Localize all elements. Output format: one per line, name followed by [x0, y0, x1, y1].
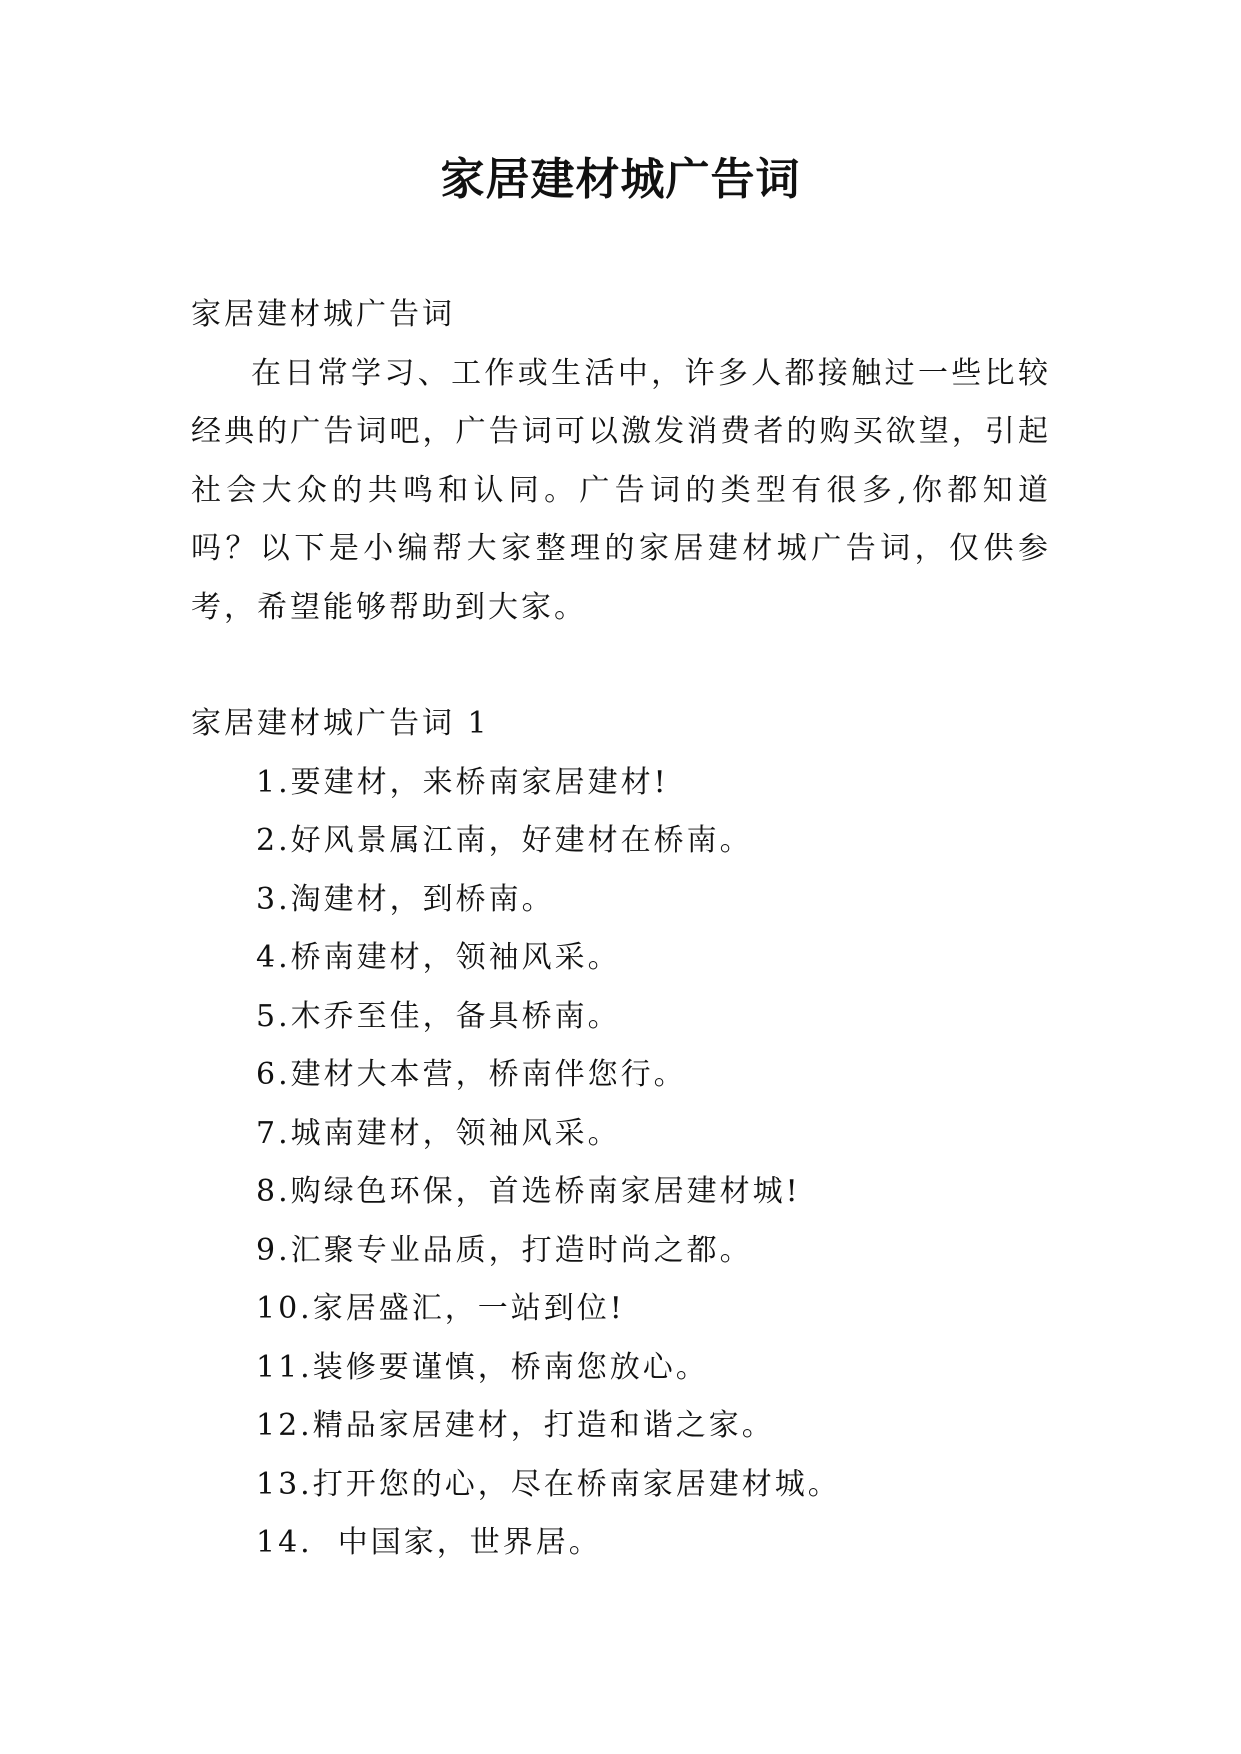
list-item: 9.汇聚专业品质，打造时尚之都。: [256, 1232, 753, 1268]
list-item: 12.精品家居建材，打造和谐之家。: [256, 1408, 775, 1443]
page-title: 家居建材城广告词: [440, 154, 801, 205]
list-item: 8.购绿色环保，首选桥南家居建材城!: [256, 1174, 801, 1209]
list-item: 5.木乔至佳，备具桥南。: [256, 998, 621, 1034]
list-item: 10.家居盛汇，一站到位!: [256, 1291, 625, 1326]
section-heading: 家居建材城广告词 1: [191, 706, 490, 741]
section-spacer: [191, 637, 1051, 695]
document-body: [191, 286, 1051, 1573]
list-item: 3.淘建材，到桥南。: [256, 881, 555, 917]
intro-paragraph: 在日常学习、工作或生活中，许多人都接触过一些比较经典的广告词吧，广告词可以激发消费者的购买欲望，引起社会大众的共鸣和认同。广告词的类型有很多,你都知道吗？以下是小编帮大家整理的家居建材城广告词，仅供参考，希望能够帮助到大家。: [191, 355, 1051, 625]
list-item: 1.要建材，来桥南家居建材!: [256, 764, 669, 800]
list-item: 4.桥南建材，领袖风采。: [256, 940, 621, 975]
list-item: 14. 中国家，世界居。: [256, 1525, 602, 1560]
list-item: 6.建材大本营，桥南伴您行。: [256, 1057, 687, 1092]
list-item: 13.打开您的心，尽在桥南家居建材城。: [256, 1466, 841, 1502]
intro-heading: 家居建材城广告词: [191, 297, 455, 332]
slogan-list: [191, 754, 1051, 1573]
list-item: 7.城南建材，领袖风采。: [256, 1115, 621, 1151]
list-item: 2.好风景属江南，好建材在桥南。: [256, 823, 753, 858]
list-item: 11.装修要谨慎，桥南您放心。: [256, 1349, 709, 1385]
